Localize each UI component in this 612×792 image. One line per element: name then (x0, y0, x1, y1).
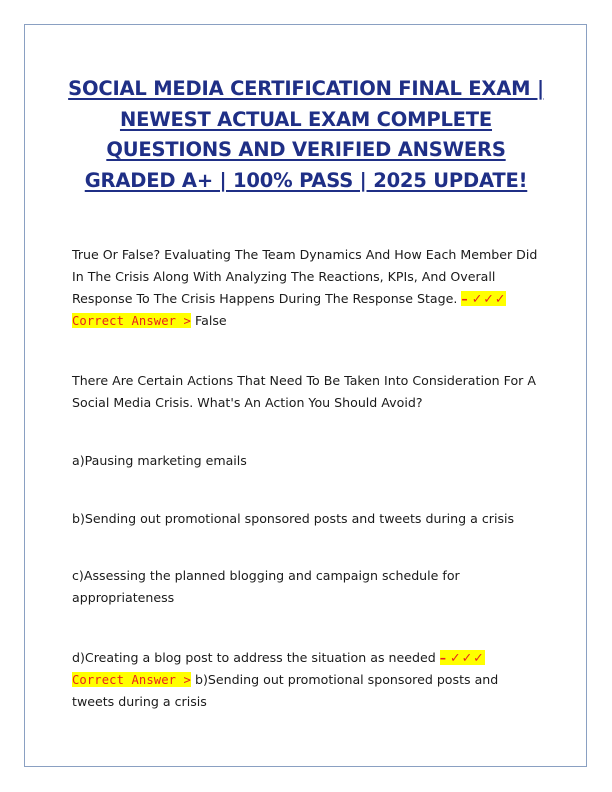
question-2-option-b: b)Sending out promotional sponsored posts and tweets during a crisis (72, 511, 515, 526)
question-2-option-d (72, 647, 542, 713)
marker-dash: – (461, 291, 468, 306)
question-1-text: True Or False? Evaluating The Team Dynamics And How Each Member Did In The Crisis Along With Analyzing The Reactions, KPIs, And Overall Response To The Crisis Happens During The Response Stage. (72, 247, 538, 306)
question-1-answer: False (195, 313, 227, 328)
check-marks-icon: ✓✓✓ (450, 650, 485, 665)
correct-answer-label: Correct Answer > (72, 314, 191, 328)
question-1 (72, 244, 542, 332)
question-2-option-a: a)Pausing marketing emails (72, 453, 247, 468)
question-2: There Are Certain Actions That Need To Be Taken Into Consideration For A Social Media Crisis. What's An Action You Should Avoid? (72, 373, 536, 410)
marker-dash: – (439, 650, 447, 665)
document-title: SOCIAL MEDIA CERTIFICATION FINAL EXAM | NEWEST ACTUAL EXAM COMPLETE QUESTIONS AND VERIFIED ANSWERS GRADED A+ | 100% PASS | 2025 UPDATE! (68, 77, 544, 192)
check-marks-icon: ✓✓✓ (471, 291, 507, 306)
correct-answer-label: Correct Answer > (72, 673, 191, 687)
question-2-answer: b)Sending out promotional sponsored posts and tweets during a crisis (72, 672, 499, 709)
question-2-option-d-text: d)Creating a blog post to address the situation as needed (72, 650, 436, 665)
question-2-option-c: c)Assessing the planned blogging and campaign schedule for appropriateness (72, 568, 460, 605)
